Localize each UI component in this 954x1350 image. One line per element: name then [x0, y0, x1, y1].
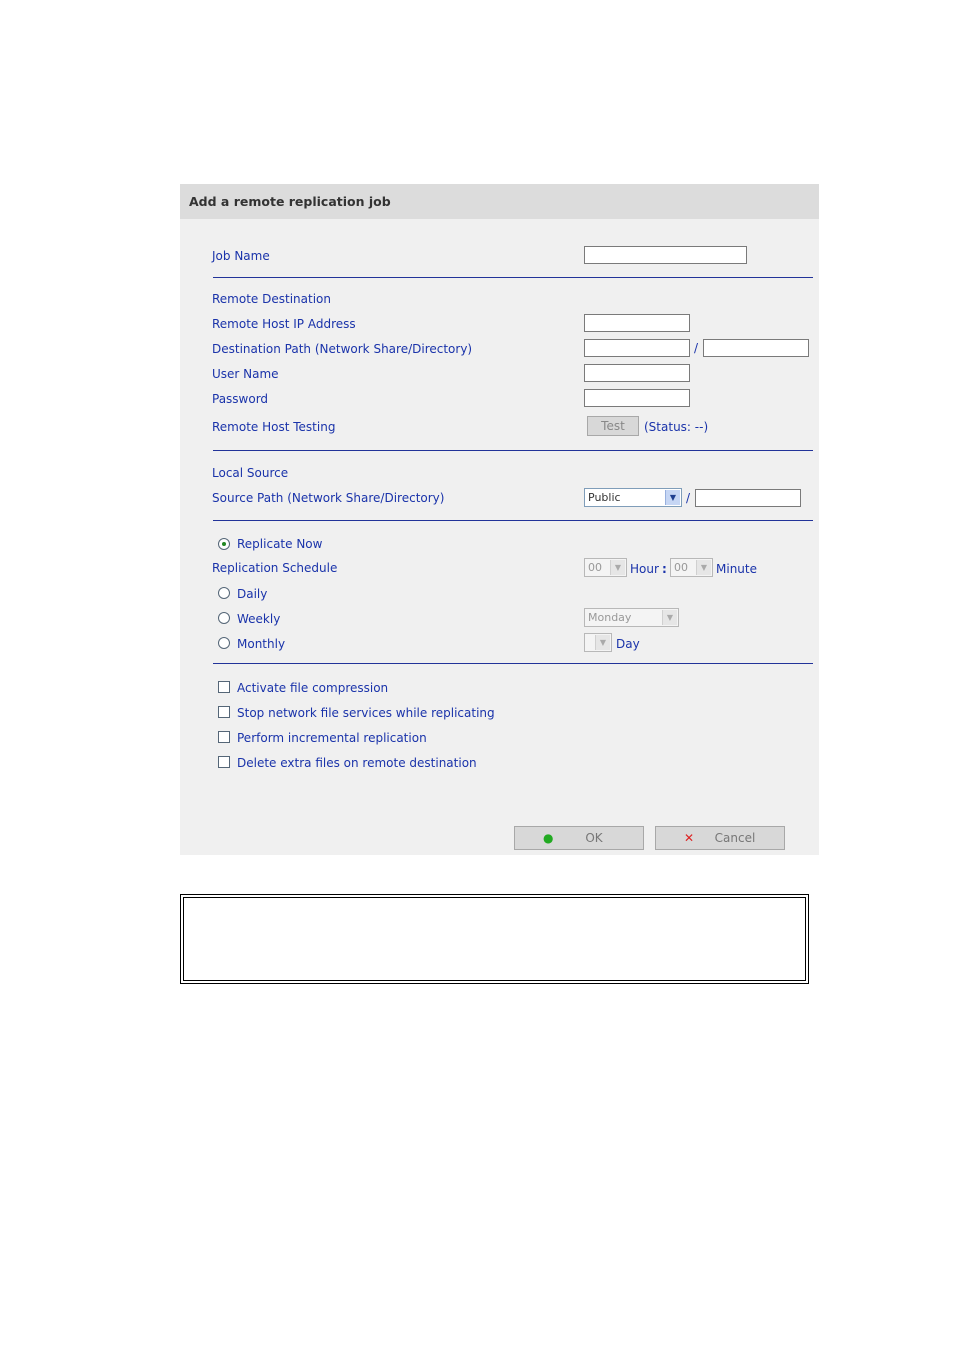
hour-value: 00: [588, 561, 602, 574]
dialog-header: [180, 184, 819, 219]
path-separator: /: [686, 491, 691, 505]
ok-button[interactable]: [514, 826, 644, 850]
weekday-value: Monday: [588, 611, 632, 624]
day-select[interactable]: [584, 633, 612, 652]
section-divider: [213, 450, 813, 451]
user-name-label: User Name: [212, 367, 279, 381]
monthly-label[interactable]: Monthly: [237, 637, 286, 651]
ok-dot-icon: ●: [543, 831, 554, 845]
stop-services-checkbox[interactable]: [218, 706, 230, 718]
day-label: Day: [616, 637, 640, 651]
weekday-select[interactable]: [584, 608, 679, 627]
job-name-input[interactable]: [584, 246, 747, 264]
stop-services-label[interactable]: Stop network file services while replicating: [237, 706, 495, 720]
chevron-down-icon[interactable]: ▼: [696, 560, 711, 575]
daily-radio[interactable]: [218, 587, 230, 599]
section-divider: [213, 520, 813, 521]
monthly-radio[interactable]: [218, 637, 230, 649]
path-separator: /: [694, 341, 699, 355]
dialog-title: Add a remote replication job: [189, 194, 391, 209]
destination-directory-input[interactable]: [703, 339, 809, 357]
source-share-value: Public: [588, 491, 621, 504]
replication-schedule-label: Replication Schedule: [212, 561, 338, 575]
cancel-button-label: Cancel: [714, 831, 756, 845]
remote-host-ip-input[interactable]: [584, 314, 690, 332]
daily-label[interactable]: Daily: [237, 587, 268, 601]
section-divider: [213, 277, 813, 278]
source-directory-input[interactable]: [695, 489, 801, 507]
compression-checkbox[interactable]: [218, 681, 230, 693]
time-colon: :: [662, 562, 667, 576]
note-box-inner-border: [183, 897, 806, 981]
ok-button-label: OK: [585, 831, 603, 845]
password-input[interactable]: [584, 389, 690, 407]
test-button[interactable]: Test: [587, 416, 639, 436]
replicate-now-radio[interactable]: [218, 538, 230, 550]
replication-dialog: [180, 184, 819, 855]
minute-label: Minute: [716, 562, 757, 576]
remote-destination-heading: Remote Destination: [212, 292, 331, 306]
destination-path-label: Destination Path (Network Share/Directory): [212, 342, 473, 356]
weekly-radio[interactable]: [218, 612, 230, 624]
remote-host-ip-label: Remote Host IP Address: [212, 317, 356, 331]
chevron-down-icon[interactable]: ▼: [595, 635, 610, 650]
incremental-label[interactable]: Perform incremental replication: [237, 731, 427, 745]
password-label: Password: [212, 392, 269, 406]
job-name-label: Job Name: [212, 249, 270, 263]
cancel-button[interactable]: [655, 826, 785, 850]
hour-select[interactable]: [584, 558, 627, 577]
remote-host-testing-label: Remote Host Testing: [212, 420, 336, 434]
note-box: [180, 894, 809, 984]
section-divider: [213, 663, 813, 664]
source-path-label: Source Path (Network Share/Directory): [212, 491, 445, 505]
local-source-heading: Local Source: [212, 466, 289, 480]
chevron-down-icon[interactable]: ▼: [610, 560, 625, 575]
weekly-label[interactable]: Weekly: [237, 612, 281, 626]
minute-value: 00: [674, 561, 688, 574]
chevron-down-icon[interactable]: ▼: [665, 490, 680, 505]
delete-extra-label[interactable]: Delete extra files on remote destination: [237, 756, 477, 770]
delete-extra-checkbox[interactable]: [218, 756, 230, 768]
close-icon: ✕: [684, 831, 695, 845]
user-name-input[interactable]: [584, 364, 690, 382]
minute-select[interactable]: [670, 558, 713, 577]
hour-label: Hour: [630, 562, 659, 576]
destination-share-input[interactable]: [584, 339, 690, 357]
chevron-down-icon[interactable]: ▼: [662, 610, 677, 625]
compression-label[interactable]: Activate file compression: [237, 681, 389, 695]
test-status-text: (Status: --): [644, 420, 709, 434]
incremental-checkbox[interactable]: [218, 731, 230, 743]
replicate-now-label[interactable]: Replicate Now: [237, 537, 323, 551]
source-share-select[interactable]: [584, 488, 682, 507]
